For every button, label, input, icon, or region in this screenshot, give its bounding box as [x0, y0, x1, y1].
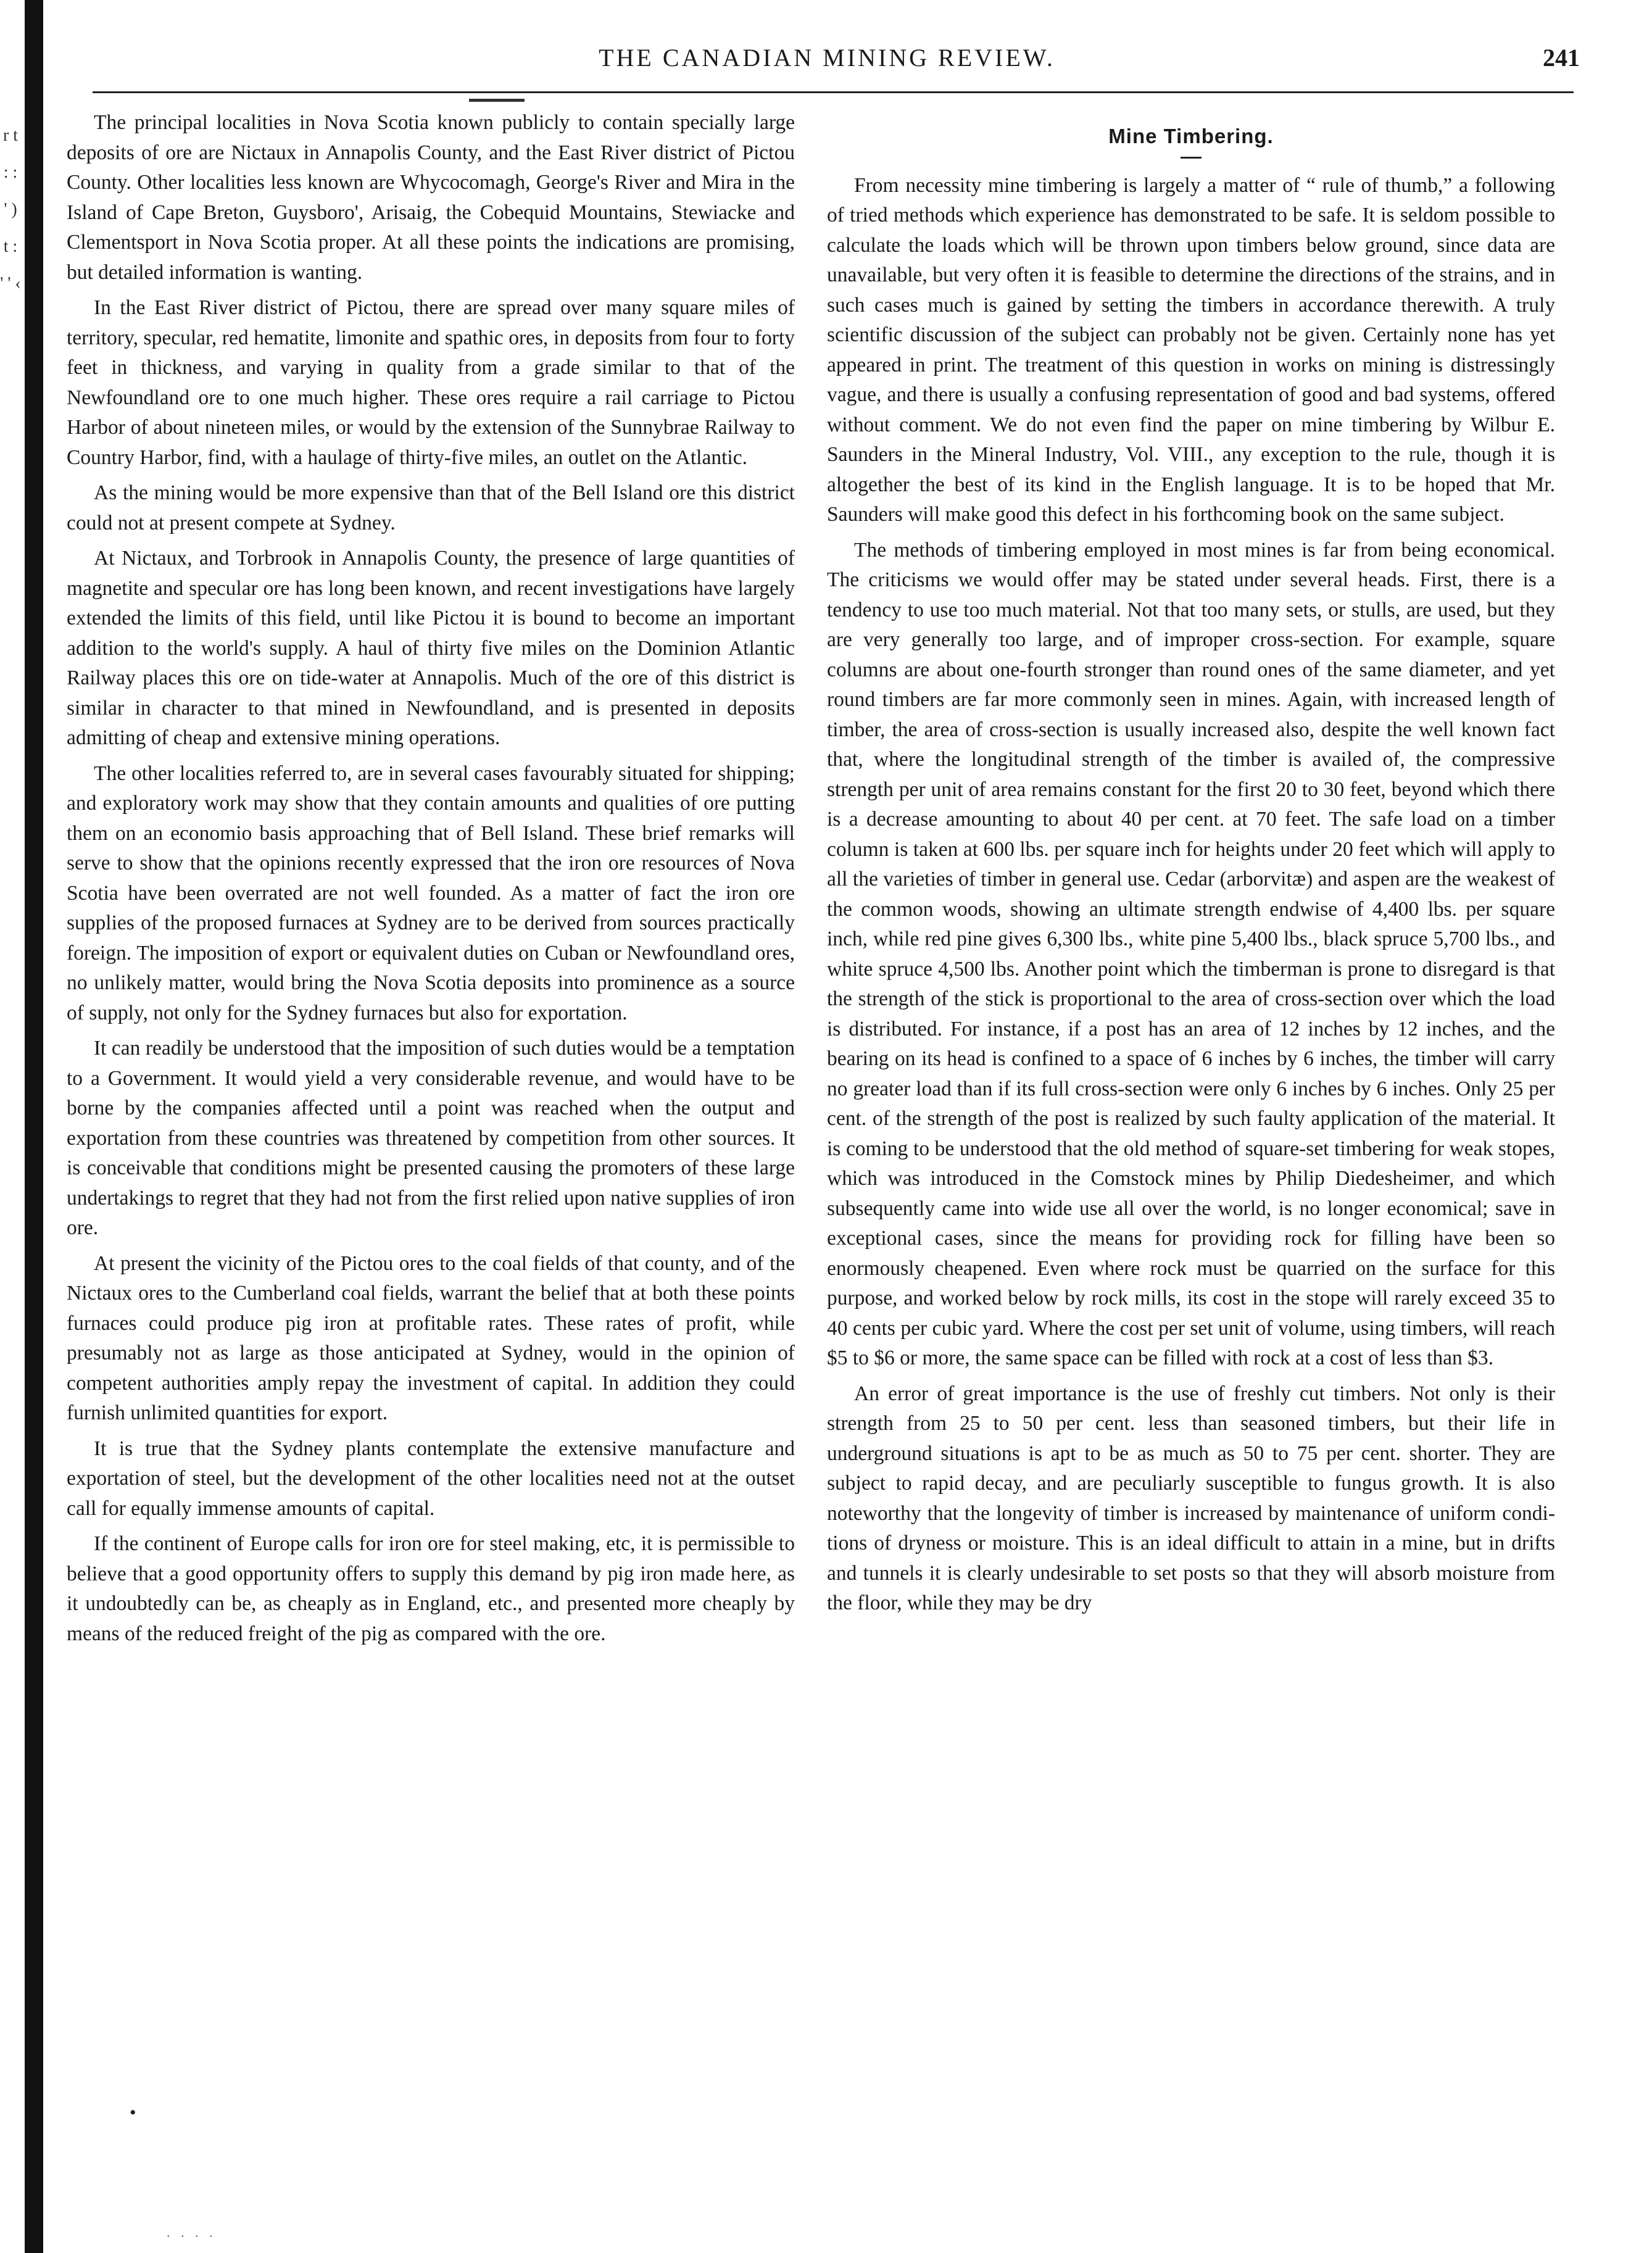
- page-header: [68, 43, 1586, 86]
- header-ornament: [469, 99, 525, 102]
- page-number: 241: [1543, 44, 1580, 72]
- paragraph: As the mining would be more expensive than that of the Bell Island ore this district could not at present compete at Sydney.: [67, 481, 795, 534]
- paragraph: At Nictaux, and Torbrook in Annapolis County, the presence of large quantities of magnetite and specular ore has long been known, and recent investigations have largely extended the limits of this field, until like Pictou it is bound to become an important addition to the world's supply. A haul of thirty five miles on the Dominion Atlantic Railway places this ore on tide-water at Annapolis. Much of the ore of this district is similar in character to that mined in Newfoundland, and is presented in deposits admitting of cheap and extensive mining operations.: [67, 547, 795, 749]
- scan-edge: [25, 0, 43, 2253]
- paragraph: The other localities referred to, are in several cases favourably situated for shipping; and exploratory work may show that they contain amounts and qualities of ore putting them on an economio basis approaching that of Bell Island. These brief remarks will serve to show that the opinions recently expressed that the iron ore resources of Nova Scotia have been overrated are not well founded. As a matter of fact the iron ore supplies of the proposed furnaces at Sydney are to be derived from sources practically foreign. The imposition of export or equivalent duties on Cuban or Newfoundland ores, no unlikely matter, would bring the Nova Scotia deposits into prominence as a source of supply, not only for the Sydney furnaces but also for exportation.: [67, 761, 795, 1024]
- column-divider: [805, 117, 806, 2178]
- footer-dot: •: [130, 2102, 136, 2123]
- paragraph: It is true that the Sydney plants contemplate the extensive manufacture and exportation of steel, but the development of the other localities need not at the outset call for equally immense amounts of capital.: [67, 1437, 795, 1520]
- paragraph: The principal localities in Nova Scotia known publicly to contain specially large deposits of ore are Nictaux in Annapolis County, and the East River district of Pictou County. Other localities less known are Whycocomagh, George's River and Mira in the Island of Cape Breton, Guysboro', Arisaig, the Cobequid Mountains, Stewiacke and Clementsport in Nova Scotia proper. At all these points the indications are promising, but detailed information is wanting.: [67, 111, 795, 284]
- paragraph: It can readily be understood that the imposition of such duties would be a temptation to a Government. It would yield a very considerable revenue, and would have to be borne by the companies affected until a point was reached when the output and exportation from these countries was threatened by competition from other sources. It is conceivable that conditions might be presented causing the promoters of these large undertakings to regret that they had not from the first relied upon native supplies of iron ore.: [67, 1037, 795, 1239]
- paragraph: The methods of timbering employed in most mines is far from being economical. The criticisms we would offer may be stated under several heads. First, there is a tendency to use too much material. Not that too many sets, or stulls, are used, but they are very generally too large, and of improper cross-section. For example, square columns are about one-fourth stronger than round ones of the same diameter, and yet round timbers are far more commonly seen in mines. Again, with increased length of timber, the area of cross-section is usually increased also, despite the well known fact that, where the longitudinal strength of the timber is availed of, the compressive strength per unit of area remains constant for the first 20 to 30 feet, beyond which there is a decrease amounting to about 40 per cent. at 70 feet. The safe load on a timber column is taken at 600 lbs. per square inch for heights under 20 feet which will apply to all the varieties of timber in general use. Cedar (arborvitæ) and aspen are the weakest of the common woods, showing an ultimate strength endwise of 4,400 lbs. per square inch, while red pine gives 6,300 lbs., white pine 5,400 lbs., black spruce 5,700 lbs., and white spruce 4,500 lbs. Another point which the timberman is prone to disregard is that the strength of the stick is proportional to the area of cross-section over which the load is distributed. For instance, if a post has an area of 12 inches by 12 inches, and the bearing on its head is confined to a space of 6 inches by 6 inches, the timber will carry no greater load than if its full cross-section were only 6 inches by 6 inches. Only 25 per cent. of the strength of the post is realized by such faulty application of the material. It is coming to be understood that the old method of square-set timbering for weak stopes, which was introduced in the Comstock mines by Philip Diedesheimer, and which subsequently came into wide use all over the world, is no longer economical; save in exceptional cases, since the means for providing rock for filling have been so enormously cheapened. Even where rock must be quarried on the surface for this purpose, and worked below by rock mills, its cost in the stope will rarely exceed 35 to 40 cents per cubic yard. Where the cost per set unit of volume, using timbers, will reach $5 to $6 or more, the same space can be filled with rock at a cost of less than $3.: [827, 538, 1555, 1369]
- header-rule: [93, 91, 1574, 93]
- section-title: Mine Timbering.: [1108, 125, 1274, 147]
- paragraph: An error of great importance is the use of freshly cut timbers. Not only is their strength from 25 to 50 per cent. less than seasoned timbers, but their life in underground situations is apt to be as much as 50 to 75 per cent. shorter. They are subject to rapid decay, and are peculiarly susceptible to fungus growth. It is also noteworthy that the longevity of timber is increased by maintenance of uniform conditions of dryness or moisture. This is an ideal difficult to attain in a mine, but in drifts and tunnels it is clearly undesirable to set posts so that they will absorb moisture from the floor, while they may be dry: [827, 1382, 1555, 1614]
- margin-marks: r t : : ' ) t : ' ' ‹: [0, 126, 21, 293]
- paragraph: If the continent of Europe calls for iron ore for steel making, etc, it is permissible to believe that a good opportunity offers to supply this demand by pig iron made here, as it undoubtedly can be, as cheaply as in England, etc., and presented more cheaply by means of the reduced freight of the pig as compared with the ore.: [67, 1532, 795, 1645]
- footer-marks: . . . .: [167, 2225, 217, 2240]
- right-column: [827, 108, 1555, 2194]
- paragraph: In the East River district of Pictou, there are spread over many square miles of territory, specular, red hematite, limonite and spathic ores, in deposits from four to forty feet in thickness, and varying in quality from a grade similar to that of the Newfoundland ore to one much higher. These ores require a rail carriage to Pictou Harbor of about nineteen miles, or would by the extension of the Sunnybrae Railway to Country Harbor, find, with a haulage of thirty-five miles, an outlet on the Atlantic.: [67, 296, 795, 469]
- paragraph: At present the vicinity of the Pictou ores to the coal fields of that county, and of the Nictaux ores to the Cumberland coal fields, warrant the belief that at both these points furnaces could produce pig iron at profitable rates. These rates of profit, while presumably not as large as those anticipated at Sydney, would in the opinion of competent authorities amply repay the investment of capital. In addition they could furnish unlimited quantities for export.: [67, 1251, 795, 1424]
- left-column: [67, 108, 795, 2194]
- title-dash: [1181, 157, 1202, 159]
- paragraph: From necessity mine timbering is largely a matter of “ rule of thumb,” a following of tried methods which experience has demonstrated to be safe. It is seldom possible to calculate the loads which will be thrown upon timbers below ground, since data are unavailable, but very often it is feasible to determine the directions of the strains, and in such cases much is gained by setting the timbers in accordance therewith. A truly scientific discussion of the subject can probably not be given. Certainly none has yet appeared in print. The treatment of this question in works on mining is distressingly vague, and there is usually a confusing representation of good and bad systems, offered without comment. We do not even find the paper on mine timbering by Wilbur E. Saunders in the Mineral Industry, Vol. VIII., any exception to the rule, though it is altogether the best of its kind in the English language. It is to be hoped that Mr. Saunders will make good this defect in his forthcoming book on the same subject.: [827, 173, 1555, 526]
- running-title: THE CANADIAN MINING REVIEW.: [599, 44, 1055, 72]
